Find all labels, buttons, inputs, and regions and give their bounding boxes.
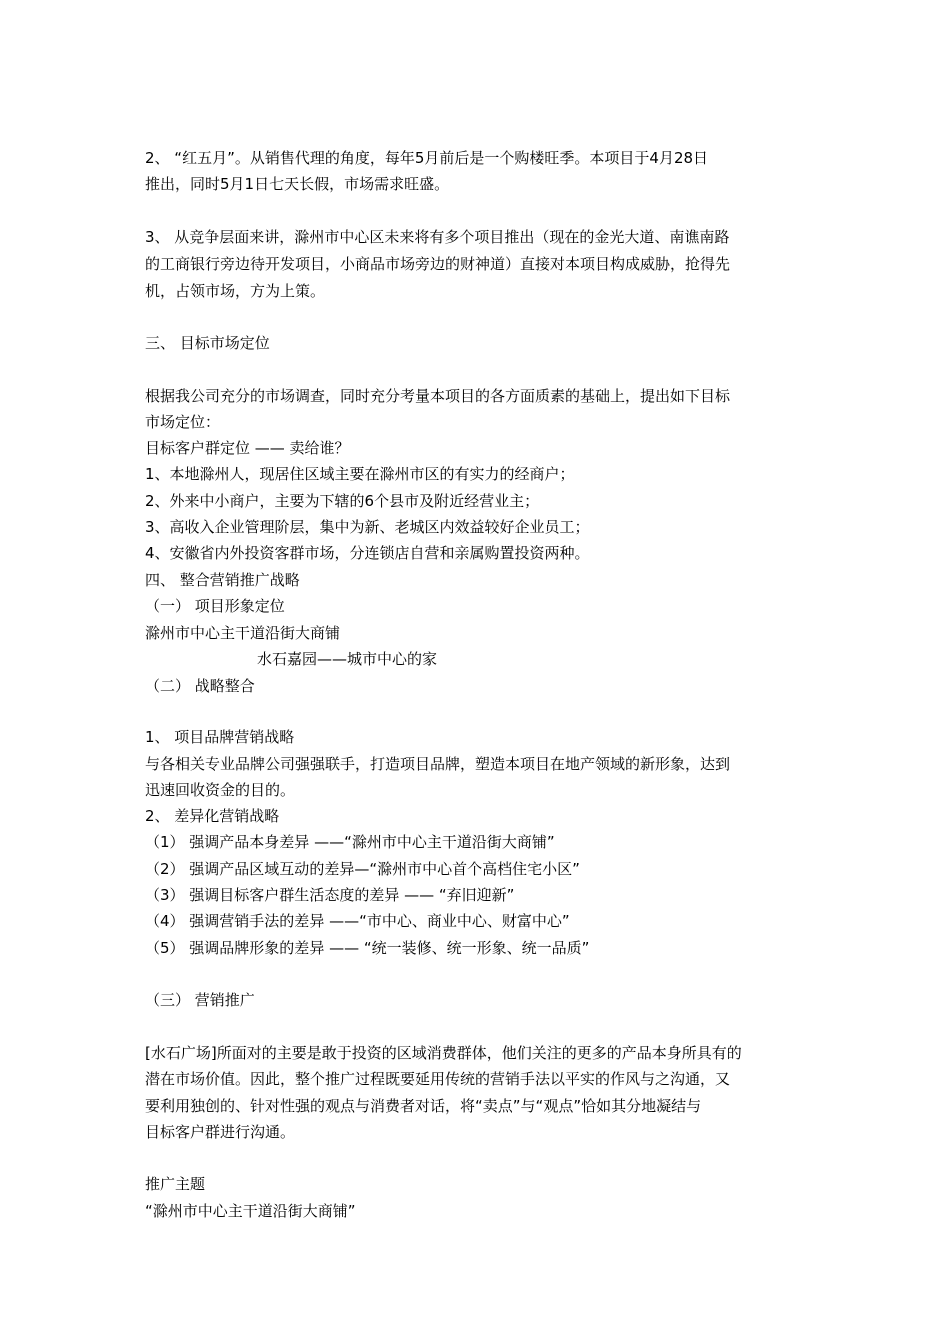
slogan-line: 水石嘉园——城市中心的家 <box>257 650 438 668</box>
paragraph-line: 机，占领市场，方为上策。 <box>145 282 326 300</box>
list-item: （3） 强调目标客户群生活态度的差异 —— “弃旧迎新” <box>145 886 515 904</box>
numbered-heading: 2、 差异化营销战略 <box>145 807 280 825</box>
topic-heading: 推广主题 <box>145 1175 206 1193</box>
paragraph-line: 迅速回收资金的目的。 <box>145 781 296 799</box>
list-item: （1） 强调产品本身差异 ——“滁州市中心主干道沿街大商铺” <box>145 833 555 851</box>
numbered-heading: 1、 项目品牌营销战略 <box>145 728 295 746</box>
section-heading: 四、 整合营销推广战略 <box>145 571 300 589</box>
paragraph-line: 市场定位： <box>145 413 221 431</box>
paragraph-line: 的工商银行旁边待开发项目，小商品市场旁边的财神道）直接对本项目构成威胁，抢得先 <box>145 255 731 273</box>
section-heading: 三、 目标市场定位 <box>145 334 270 352</box>
list-item: （5） 强调品牌形象的差异 —— “统一装修、统一形象、统一品质” <box>145 939 590 957</box>
paragraph-line: 根据我公司充分的市场调查，同时充分考量本项目的各方面质素的基础上，提出如下目标 <box>145 387 731 405</box>
paragraph-line: 推出，同时5月1日七天长假，市场需求旺盛。 <box>145 175 450 193</box>
paragraph-line: 潜在市场价值。因此，整个推广过程既要延用传统的营销手法以平实的作风与之沟通，又 <box>145 1070 731 1088</box>
topic-slogan: “滁州市中心主干道沿街大商铺” <box>145 1202 356 1220</box>
paragraph-line: 与各相关专业品牌公司强强联手，打造项目品牌，塑造本项目在地产领域的新形象，达到 <box>145 755 731 773</box>
list-item: 2、外来中小商户，主要为下辖的6个县市及附近经营业主； <box>145 492 540 510</box>
subsection-heading: （一） 项目形象定位 <box>145 597 285 615</box>
list-item: （4） 强调营销手法的差异 ——“市中心、商业中心、财富中心” <box>145 912 570 930</box>
paragraph-line: [水石广场]所面对的主要是敢于投资的区域消费群体，他们关注的更多的产品本身所具有的 <box>145 1044 742 1062</box>
list-item: （2） 强调产品区域互动的差异—“滁州市中心首个高档住宅小区” <box>145 860 580 878</box>
paragraph-line: 滁州市中心主干道沿街大商铺 <box>145 624 341 642</box>
paragraph-line: 2、 “红五月”。从销售代理的角度，每年5月前后是一个购楼旺季。本项目于4月28日 <box>145 149 709 167</box>
list-item: 1、本地滁州人，现居住区域主要在滁州市区的有实力的经商户； <box>145 465 575 483</box>
subsection-heading: （三） 营销推广 <box>145 991 255 1009</box>
paragraph-line: 目标客户群定位 —— 卖给谁？ <box>145 439 350 457</box>
paragraph-line: 目标客户群进行沟通。 <box>145 1123 296 1141</box>
subsection-heading: （二） 战略整合 <box>145 677 255 695</box>
paragraph-line: 3、 从竞争层面来讲，滁州市中心区未来将有多个项目推出（现在的金光大道、南谯南路 <box>145 228 730 246</box>
paragraph-line: 要利用独创的、针对性强的观点与消费者对话，将“卖点”与“观点”恰如其分地凝结与 <box>145 1097 702 1115</box>
list-item: 4、安徽省内外投资客群市场，分连锁店自营和亲属购置投资两种。 <box>145 544 590 562</box>
list-item: 3、高收入企业管理阶层，集中为新、老城区内效益较好企业员工； <box>145 518 590 536</box>
